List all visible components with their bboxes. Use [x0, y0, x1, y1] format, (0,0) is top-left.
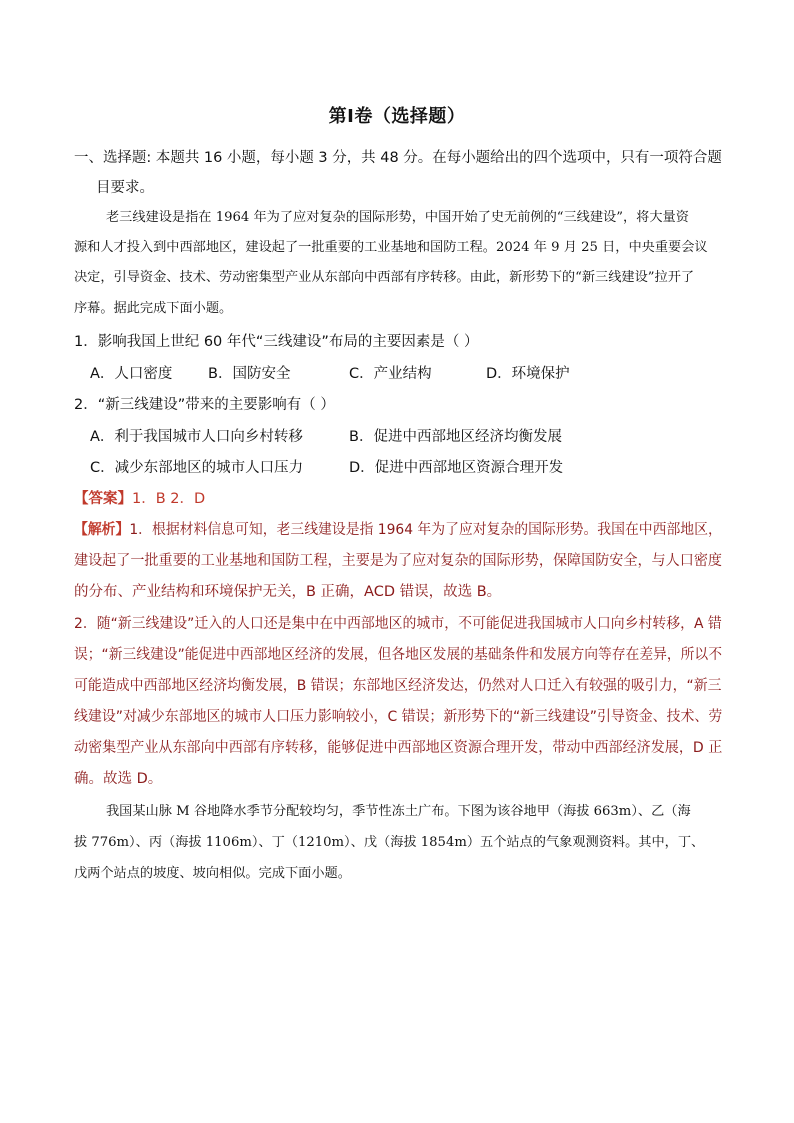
analysis-line-9: 确。故选 D。	[74, 771, 163, 787]
answer-line	[74, 487, 205, 508]
q2-option-d[interactable]: D．促进中西部地区资源合理开发	[349, 460, 564, 476]
question-1-options	[90, 362, 710, 382]
q2-option-b[interactable]: B．促进中西部地区经济均衡发展	[349, 429, 562, 445]
q2-option-c[interactable]: C．减少东部地区的城市人口压力	[90, 460, 304, 476]
passage-2-line-3: 戊两个站点的坡度、坡向相似。完成下面小题。	[74, 866, 351, 881]
question-2-stem: 2．“新三线建设”带来的主要影响有（ ）	[74, 397, 335, 413]
passage-1-line-3: 决定，引导资金、技术、劳动密集型产业从东部向中西部有序转移。由此，新形势下的“新三线建设”拉开了	[74, 270, 695, 285]
q2-option-a[interactable]: A．利于我国城市人口向乡村转移	[90, 429, 303, 445]
q1-option-b[interactable]: B．国防安全	[208, 366, 291, 382]
analysis-line-5: 误；“新三线建设”能促进中西部地区经济的发展，但各地区发展的基础条件和发展方向等存在差异，所以不	[74, 647, 722, 663]
q1-option-a[interactable]: A．人口密度	[90, 366, 173, 382]
passage-1-line-2: 源和人才投入到中西部地区，建设起了一批重要的工业基地和国防工程。2024 年 9 月 25 日，中央重要会议	[74, 240, 708, 255]
q1-option-d[interactable]: D．环境保护	[486, 366, 570, 382]
answer-text: 1．B 2．D	[132, 491, 206, 507]
passage-2-line-1: 我国某山脉 M 谷地降水季节分配较均匀，季节性冻土广布。下图为该谷地甲（海拔 663m）、乙（海	[106, 804, 691, 819]
analysis-line-7: 线建设”对减少东部地区的城市人口压力影响较小，C 错误；新形势下的“新三线建设”引导资金、技术、劳	[74, 709, 723, 725]
question-2-options	[90, 425, 710, 477]
answer-label: 【答案】	[74, 491, 132, 507]
instructions-line-2: 目要求。	[96, 180, 154, 196]
section-title: 第Ⅰ卷（选择题）	[328, 106, 466, 127]
analysis-line-3: 的分布、产业结构和环境保护无关，B 正确，ACD 错误，故选 B。	[74, 584, 502, 600]
question-1-stem: 1．影响我国上世纪 60 年代“三线建设”布局的主要因素是（ ）	[74, 334, 479, 350]
passage-1-line-4: 序幕。据此完成下面小题。	[74, 301, 233, 316]
analysis-line-1: 【解析】1．根据材料信息可知，老三线建设是指 1964 年为了应对复杂的国际形势。我国在中西部地区，	[74, 522, 722, 538]
analysis-line-4: 2．随“新三线建设”迁入的人口还是集中在中西部地区的城市，不可能促进我国城市人口向乡村转移，A 错	[74, 616, 722, 632]
q1-option-c[interactable]: C．产业结构	[349, 366, 432, 382]
analysis-label: 【解析】	[74, 522, 130, 538]
instructions-line-1: 一、选择题: 本题共 16 小题，每小题 3 分，共 48 分。在每小题给出的四个选项中，只有一项符合题	[74, 150, 722, 166]
analysis-line-6: 可能造成中西部地区经济均衡发展，B 错误；东部地区经济发达，仍然对人口迁入有较强的吸引力，“新三	[74, 678, 722, 694]
passage-2-line-2: 拔 776m）、丙（海拔 1106m）、丁（1210m）、戊（海拔 1854m）五个站点的气象观测资料。其中，丁、	[74, 835, 705, 850]
analysis-line-8: 动密集型产业从东部向中西部有序转移，能够促进中西部地区资源合理开发，带动中西部经济发展，D 正	[74, 740, 723, 756]
analysis-line-2: 建设起了一批重要的工业基地和国防工程，主要是为了应对复杂的国际形势，保障国防安全，与人口密度	[74, 553, 722, 569]
passage-1-line-1: 老三线建设是指在 1964 年为了应对复杂的国际形势，中国开始了史无前例的“三线建设”，将大量资	[106, 210, 689, 225]
